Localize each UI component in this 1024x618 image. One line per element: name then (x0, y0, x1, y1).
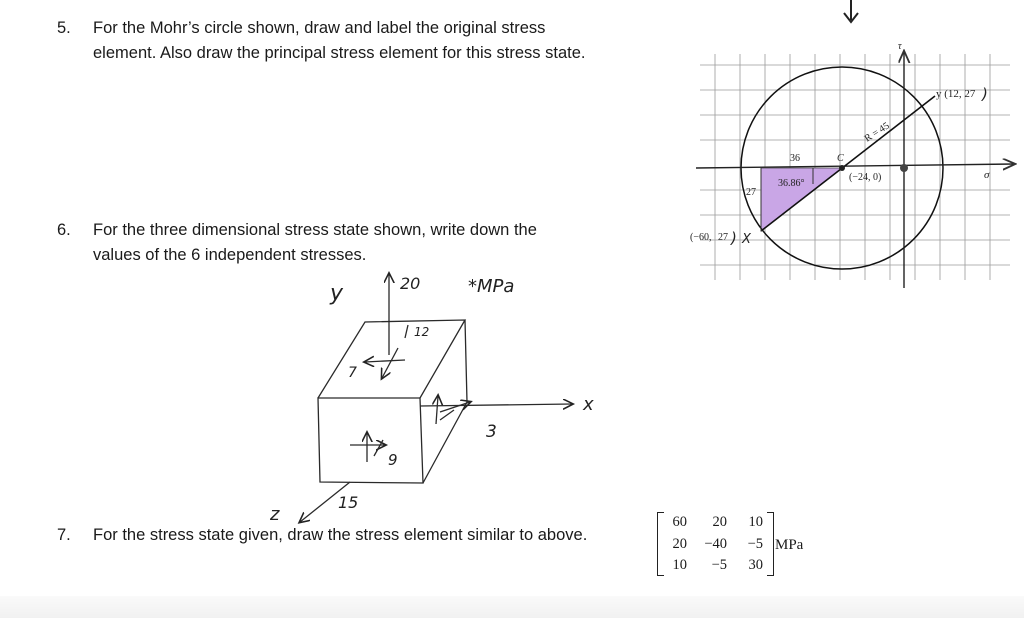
matrix-cell: 20 (672, 536, 687, 552)
sigma-axis (696, 164, 1014, 168)
radius-label: R = 45 (862, 120, 892, 145)
matrix-cell: 60 (672, 514, 687, 530)
question-number: 7. (57, 526, 71, 544)
center-point (839, 165, 845, 171)
tau-label: τ (898, 41, 902, 52)
matrix-cell: 10 (672, 557, 687, 573)
x-axis-label: x (583, 394, 594, 415)
unit-label: *MPa (468, 276, 515, 297)
question-text-line: values of the 6 independent stresses. (93, 246, 367, 264)
question-text-line: element. Also draw the principal stress element for this stress state. (93, 44, 586, 62)
point-x-coord-value: 27 (718, 232, 728, 243)
stress-cube-sketch (260, 265, 620, 525)
origin-point (900, 164, 908, 172)
matrix-cell: −5 (747, 536, 763, 552)
sigma-label: σ (984, 169, 990, 181)
question-text-line: For the three dimensional stress state shown, write down the (93, 221, 537, 239)
point-x-coord-label: (−60, (690, 232, 712, 243)
stress-7-label: 7 (348, 365, 357, 381)
matrix-right-bracket (767, 512, 774, 576)
z-axis-label: z (270, 504, 280, 525)
cube-front-face (318, 398, 423, 483)
stress-9-label: 9 (388, 451, 398, 469)
x-axis (420, 404, 572, 406)
dim-36-label: 36 (790, 153, 800, 164)
stress-matrix (655, 510, 820, 580)
matrix-cell: −40 (704, 536, 727, 552)
angle-label: 36.86° (778, 178, 805, 189)
mohrs-circle-diagram (680, 0, 1024, 290)
matrix-cell: 20 (712, 514, 727, 530)
question-5 (57, 16, 677, 68)
question-7 (57, 523, 677, 551)
point-x-letter: X (742, 232, 751, 247)
question-number: 5. (57, 19, 71, 37)
stress-20-label: 20 (400, 274, 421, 293)
matrix-cell: 10 (748, 514, 763, 530)
stress-15-label: 15 (338, 493, 359, 512)
cube-right-face (423, 320, 467, 483)
stress-12-label: 12 (414, 325, 430, 339)
point-x-paren: ) (731, 229, 737, 247)
y-axis-label: y (330, 281, 344, 306)
question-text-line: For the Mohr’s circle shown, draw and label the original stress (93, 19, 546, 37)
matrix-cell: −5 (711, 557, 727, 573)
question-number: 6. (57, 221, 71, 239)
question-text-line: For the stress state given, draw the stress element similar to above. (93, 526, 588, 544)
point-y-label: y (12, 27 (936, 88, 976, 100)
point-y-paren: ) (982, 85, 988, 103)
diameter-line (761, 96, 935, 231)
matrix-unit: MPa (775, 537, 804, 553)
center-c-label: C (837, 153, 844, 164)
stress-3-label: 3 (486, 422, 497, 442)
page-bottom-edge (0, 596, 1024, 618)
dim-27-label: 27 (746, 187, 756, 198)
center-coord-label: (−24, 0) (849, 172, 882, 183)
question-6 (57, 218, 677, 270)
matrix-cell: 30 (748, 557, 763, 573)
